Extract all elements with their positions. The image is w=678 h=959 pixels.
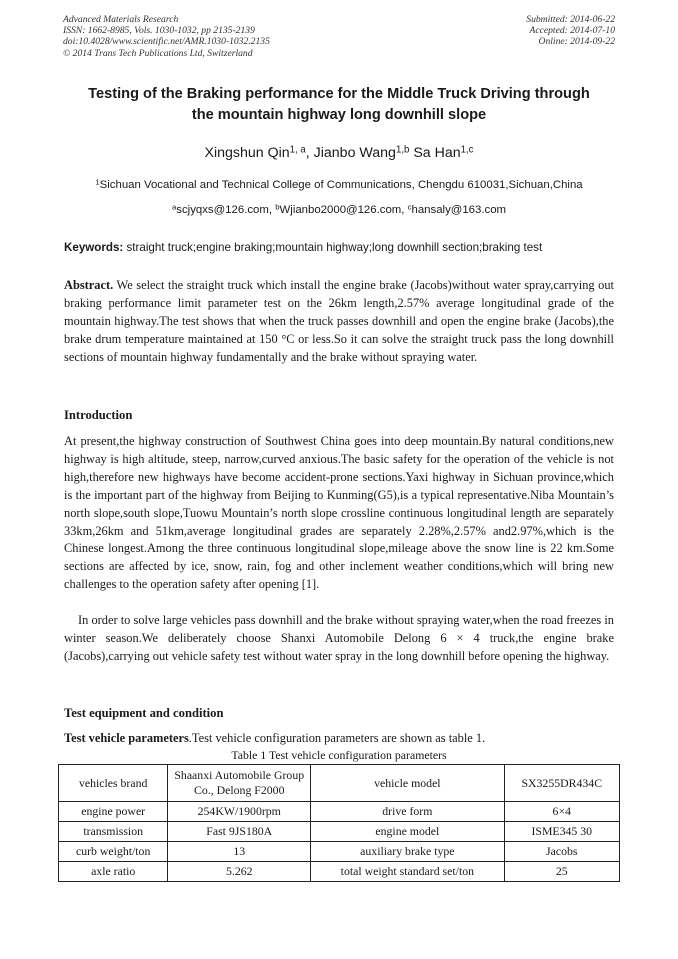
table-row bbox=[59, 802, 620, 822]
table-cell: engine model bbox=[311, 822, 504, 842]
dates-header bbox=[526, 14, 615, 48]
table-cell: Jacobs bbox=[504, 842, 619, 862]
email-list bbox=[40, 202, 638, 218]
author-separator: , bbox=[305, 145, 314, 161]
introduction-paragraph-1 bbox=[64, 433, 614, 594]
author-sup: 1,c bbox=[460, 144, 474, 156]
table-cell: 254KW/1900rpm bbox=[168, 802, 311, 822]
affiliation bbox=[30, 177, 648, 193]
table-cell: 25 bbox=[504, 862, 619, 882]
paper-title bbox=[40, 84, 638, 126]
paragraph-text: In order to solve large vehicles pass downhill and the brake without spraying water,when the road freezes in winter season.We deliberately choose Shanxi Automobile Delong 6 × 4 truck,the engine brake (Jacobs),carrying out vehicle safety test without water spray in the long downhill before opening the highway. bbox=[64, 613, 614, 663]
affiliation-sup: 1 bbox=[95, 177, 100, 187]
table-caption: Table 1 Test vehicle configuration parameters bbox=[231, 748, 447, 762]
equipment-label: Test vehicle parameters bbox=[64, 731, 189, 745]
equipment-heading: Test equipment and condition bbox=[64, 706, 224, 720]
table-cell: ISME345 30 bbox=[504, 822, 619, 842]
online-date: Online: 2014-09-22 bbox=[538, 36, 615, 48]
abstract-label: Abstract. bbox=[64, 278, 114, 292]
affiliation-text: Sichuan Vocational and Technical College of Communications, Chengdu 610031,Sichuan,China bbox=[99, 179, 583, 191]
title-line-2: the mountain highway long downhill slope bbox=[191, 107, 487, 123]
journal-copyright: © 2014 Trans Tech Publications Ltd, Switzerland bbox=[63, 47, 253, 59]
table-cell: auxiliary brake type bbox=[311, 842, 504, 862]
table-row bbox=[59, 822, 620, 842]
table-cell: Shaanxi Automobile Group Co., Delong F2000 bbox=[168, 765, 311, 802]
table-cell: 5.262 bbox=[168, 862, 311, 882]
table-cell: 6×4 bbox=[504, 802, 619, 822]
table-cell: curb weight/ton bbox=[59, 842, 168, 862]
email-link[interactable]: scjyqxs@126.com bbox=[176, 204, 269, 216]
journal-doi: doi:10.4028/www.scientific.net/AMR.1030-1032.2135 bbox=[63, 36, 270, 48]
keywords-text: straight truck;engine braking;mountain highway;long downhill section;braking test bbox=[123, 241, 543, 254]
keywords-label: Keywords: bbox=[64, 241, 124, 254]
author-sup: 1,b bbox=[395, 144, 410, 156]
email-separator: , bbox=[401, 204, 408, 216]
email-link[interactable]: Wjianbo2000@126.com bbox=[279, 204, 402, 216]
table-cell: vehicle model bbox=[311, 765, 504, 802]
equipment-paragraph bbox=[64, 730, 485, 747]
vehicle-config-table bbox=[58, 764, 620, 882]
table-cell: transmission bbox=[59, 822, 168, 842]
accepted-date: Accepted: 2014-07-10 bbox=[529, 25, 615, 37]
table-cell: Fast 9JS180A bbox=[168, 822, 311, 842]
table-cell: engine power bbox=[59, 802, 168, 822]
email-separator: , bbox=[268, 204, 276, 216]
journal-issn: ISSN: 1662-8985, Vols. 1030-1032, pp 2135-2139 bbox=[63, 25, 255, 37]
submitted-date: Submitted: 2014-06-22 bbox=[526, 14, 615, 25]
table-cell: vehicles brand bbox=[59, 765, 168, 802]
table-cell: axle ratio bbox=[59, 862, 168, 882]
paragraph-text: At present,the highway construction of Southwest China goes into deep mountain.By natural conditions,new highway is high altitude, steep, narrow,curved anxious.The basic safety for the operation of the vehicle is not high,therefore new highways have become accident-prone sections.Yaxi highway in Sichuan province,which is the important part of the highway from Beijing to Kunming(G5),is a typical representative.Niba Mountain’s north slope,south slope,Tuowu Mountain’s north slope crossline continuous longitudinal length are separately 33km,26km and 51km,average longitudinal grades are separately 2.28%,2.57% and2.97%,which is the Chinese longest.Among the three continuous longitudinal slope,mileage above the snow line is 22 km.Some sections are affected by ice, snow, rain, fog and other inclement weather conditions,which will bring new challenges to the operation safety after opening [1]. bbox=[64, 434, 614, 592]
journal-header bbox=[63, 14, 270, 59]
abstract-text: We select the straight truck which install the engine brake (Jacobs)without water spray,carrying out braking performance limit parameter test on the 26km length,2.57% average longitudinal grade of the mountain highway.The test shows that when the truck passes downhill and open the engine brake (Jacobs),the brake drum temperature maintained at 150 °C or less.So it can solve the straight truck pass the long downhill sections of mountain highway fundamentally and the brake without spraying water. bbox=[64, 278, 614, 364]
table-row bbox=[59, 765, 620, 802]
author-sup: 1, a bbox=[289, 144, 306, 156]
table-cell: 13 bbox=[168, 842, 311, 862]
author-name: Jianbo Wang bbox=[313, 145, 396, 161]
table-cell: drive form bbox=[311, 802, 504, 822]
author-name: Xingshun Qin bbox=[204, 145, 290, 161]
journal-name: Advanced Materials Research bbox=[63, 14, 179, 25]
table-row bbox=[59, 842, 620, 862]
equipment-text: .Test vehicle configuration parameters are shown as table 1. bbox=[188, 731, 486, 745]
table-cell: SX3255DR434C bbox=[504, 765, 619, 802]
introduction-heading: Introduction bbox=[64, 408, 133, 422]
introduction-paragraph-2 bbox=[64, 612, 614, 666]
email-sup: b bbox=[275, 202, 280, 212]
abstract bbox=[64, 277, 614, 367]
title-line-1: Testing of the Braking performance for the Middle Truck Driving through bbox=[88, 86, 590, 102]
email-sup: a bbox=[171, 202, 177, 212]
table-cell: total weight standard set/ton bbox=[311, 862, 504, 882]
author-name: Sa Han bbox=[413, 145, 461, 161]
author-list bbox=[40, 143, 638, 163]
keywords bbox=[64, 240, 624, 256]
table-row bbox=[59, 862, 620, 882]
email-sup: c bbox=[407, 202, 412, 212]
email-link[interactable]: hansaly@163.com bbox=[411, 204, 507, 216]
